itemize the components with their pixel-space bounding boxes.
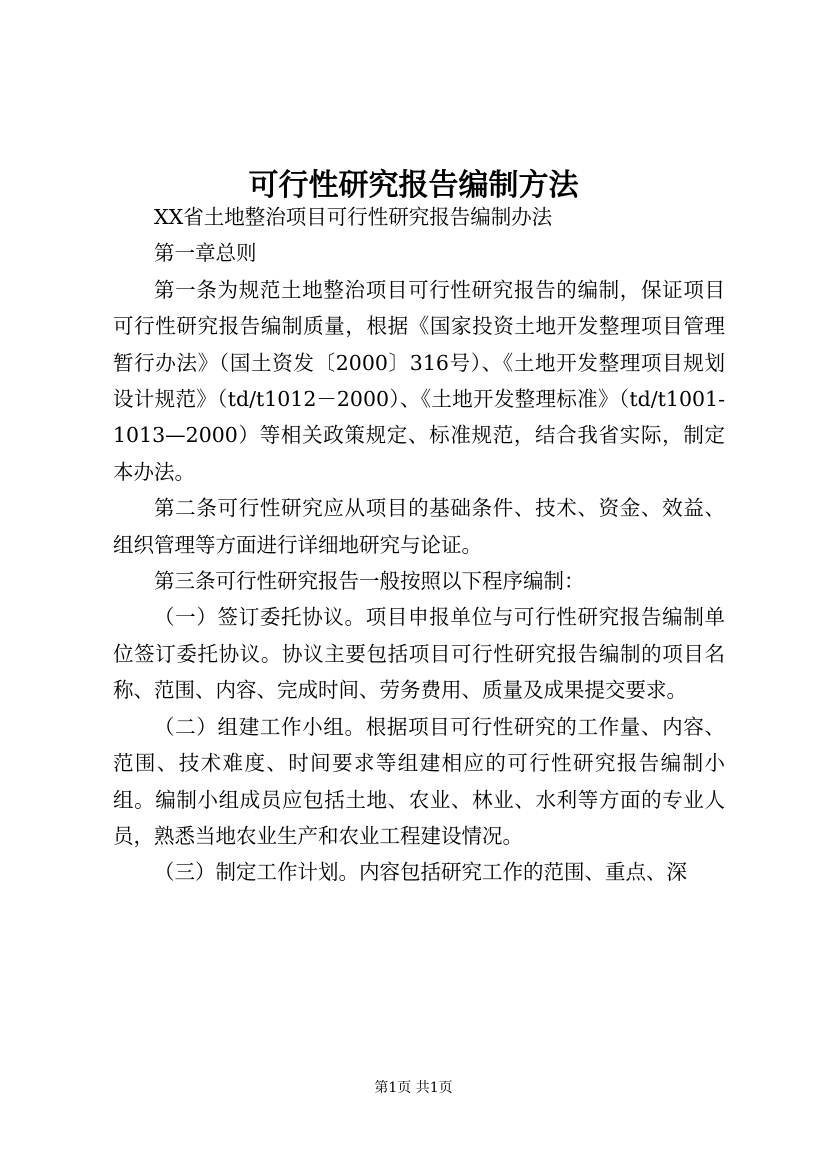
- paragraph-subtitle: XX省土地整治项目可行性研究报告编制办法: [154, 205, 553, 229]
- paragraph-item-2: （二）组建工作小组。根据项目可行性研究的工作量、内容、范围、技术难度、时间要求等组建相应的可行性研究报告编制小组。编制小组成员应包括土地、农业、林业、水利等方面的专业人员，熟悉当地农业生产和农业工程建设情况。: [113, 714, 725, 848]
- paragraph-chapter-heading: 第一章总则: [154, 241, 257, 266]
- paragraph-article-1: 第一条为规范土地整治项目可行性研究报告的编制，保证项目可行性研究报告编制质量，根据《国家投资土地开发整理项目管理暂行办法》（国土资发〔2000〕316号）、《土地开发整理项目规划设计规范》（td/t1012－2000）、《土地开发整理标准》（td/t1001-1013—2000）等相关政策规定、标准规范，结合我省实际，制定本办法。: [113, 277, 725, 484]
- page-footer: [0, 1078, 827, 1098]
- paragraph-article-2: 第二条可行性研究应从项目的基础条件、技术、资金、效益、组织管理等方面进行详细地研究与论证。: [113, 496, 725, 557]
- paragraph-item-1: （一）签订委托协议。项目申报单位与可行性研究报告编制单位签订委托协议。协议主要包括项目可行性研究报告编制的项目名称、范围、内容、完成时间、劳务费用、质量及成果提交要求。: [113, 605, 725, 703]
- document-body: [113, 199, 725, 891]
- page-title: 可行性研究报告编制方法: [248, 168, 579, 204]
- paragraph-item-3: （三）制定工作计划。内容包括研究工作的范围、重点、深: [154, 860, 687, 885]
- paragraph-article-3: 第三条可行性研究报告一般按照以下程序编制：: [154, 569, 585, 594]
- page-number-label: 第1页 共1页: [374, 1080, 453, 1096]
